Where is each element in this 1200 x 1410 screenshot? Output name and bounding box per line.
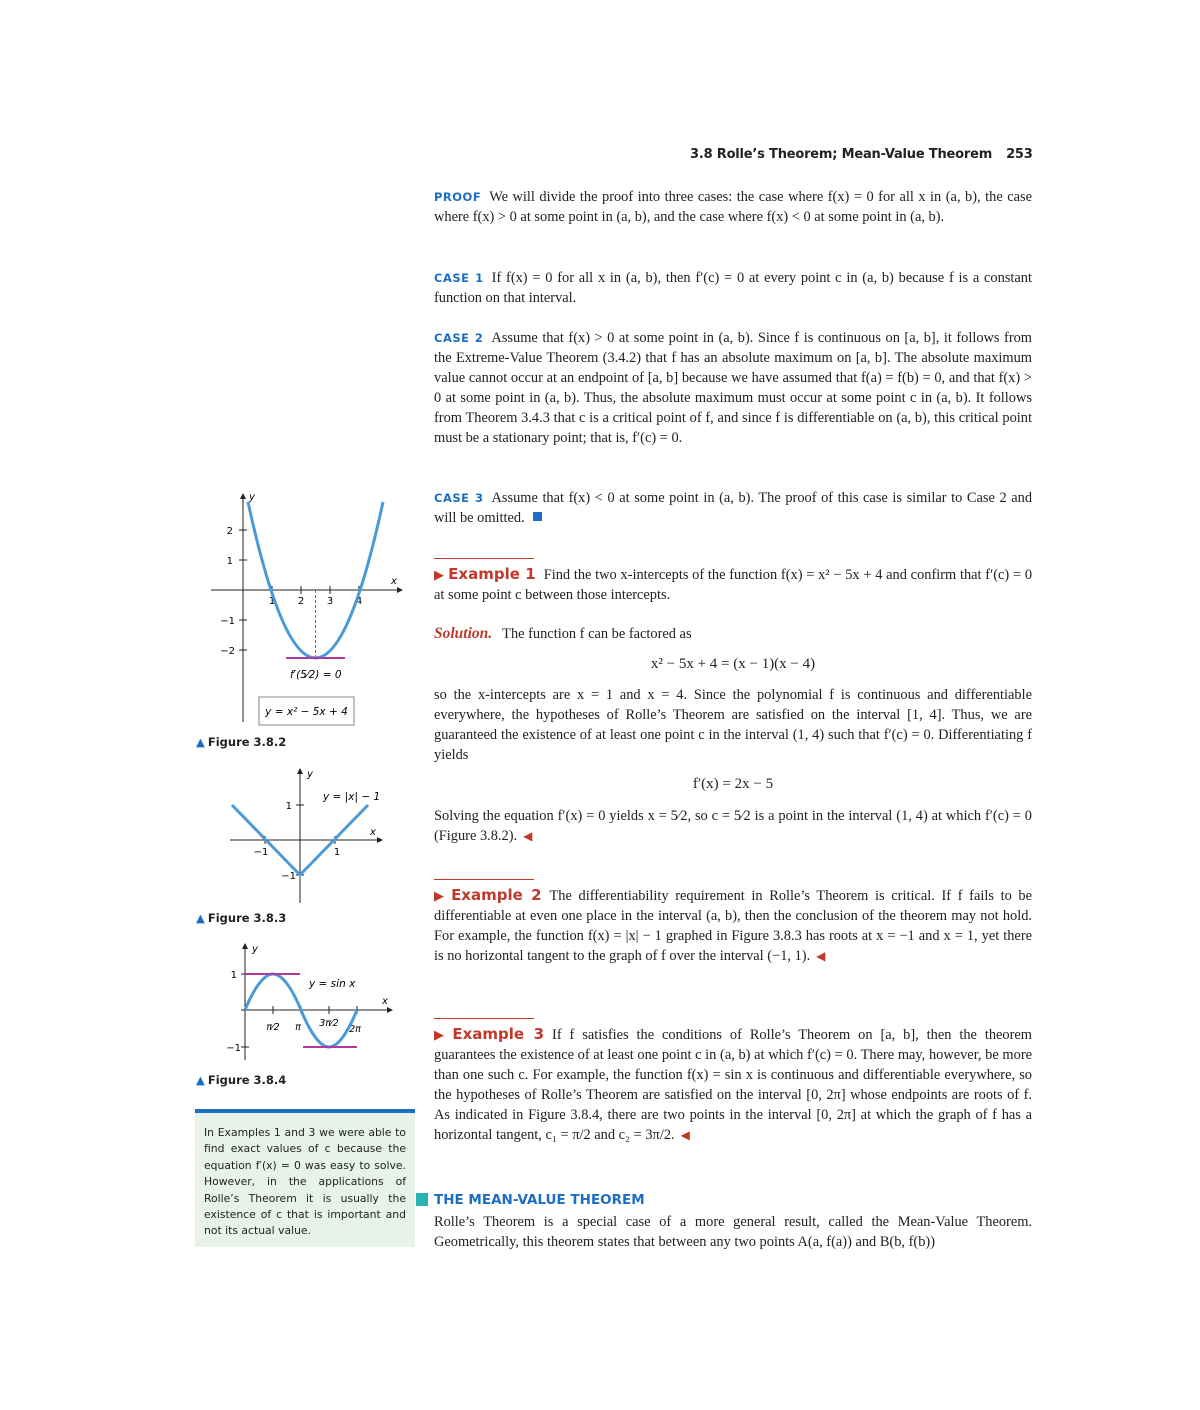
x-tick-label: 2 [297,596,305,607]
y-tick-label: 2 [226,526,233,537]
example3-text: If f satisfies the conditions of Rolle’s Theorem on [a, b], then the theorem guarantees the existence of at least one point c in (a, b) at which f′(c) = 0. There may, however, be more than one such c. For example, the function f(x) = sin x is continuous and differentiable everywhere, so the hypotheses of Rolle’s Theorem are satisfied on the interval [0, 2π] whose endpoints are roots of f. As indicated in Figure 3.8.4, there are two points in the interval [0, 2π] at which the graph of f has a horizontal tangent, c₁ = π/2 and c₂ = 3π/2. [434,1027,1032,1143]
section-square-icon [416,1193,428,1206]
section-paragraph: Rolle’s Theorem is a special case of a more general result, called the Mean-Value Theorem. Geometrically, this theorem states that between any two points A(a, f(a)) and B(b, f(b)) [434,1214,1032,1250]
y-tick-label: −1 [226,1043,241,1054]
example1-final [434,806,1032,846]
x-tick-label: 2π [349,1024,361,1035]
x-tick-label: 1 [268,596,276,607]
figure-3-8-4-caption [196,1073,286,1087]
y-tick-label: 1 [226,556,233,567]
case3-paragraph [434,488,1032,528]
parabola-curve [248,502,383,658]
example1-equation1: x² − 5x + 4 = (x − 1)(x − 4) [650,656,816,672]
y-tick-label: −1 [281,871,296,882]
example-triangle-icon: ▶ [434,1027,449,1042]
figure-3-8-2-caption [196,735,286,749]
example-triangle-icon: ▶ [434,888,448,903]
case1-paragraph [434,268,1032,308]
x-axis-label: x [370,827,376,838]
section-title: 3.8 Rolle’s Theorem; Mean-Value Theorem [690,147,993,162]
x-axis-label: x [382,996,388,1007]
solution-label: Solution. [434,625,493,642]
case3-text: Assume that f(x) < 0 at some point in (a, b). The proof of this case is similar to Case 2 and will be omitted. [434,490,1033,526]
section-title-text: THE MEAN-VALUE THEOREM [434,1192,645,1208]
end-triangle-icon: ◀ [816,949,826,963]
section-heading [416,1192,645,1208]
example1-final-text: Solving the equation f′(x) = 0 yields x = 5⁄2, so c = 5⁄2 is a point in the interval (1, 4) at which f′(c) = 0 (Figure 3.8.2). [434,808,1032,844]
margin-note-text: In Examples 1 and 3 we were able to find exact values of c because the equation f′(x) = 0 was easy to solve. However, in the applications of Rolle’s Theorem it is usually the existence of c that is important and not its actual value. [204,1126,406,1238]
margin-note [195,1109,415,1247]
y-tick-label: −1 [220,616,235,627]
caption-triangle-icon: ▲ [196,735,205,749]
example3-rule [434,1018,534,1019]
x-tick-label: π⁄2 [266,1022,280,1033]
example1-label: Example 1 [448,565,536,583]
curve-label: y = sin x [309,978,356,990]
x-tick-label: 4 [355,596,363,607]
case1-text: If f(x) = 0 for all x in (a, b), then f′(c) = 0 at every point c in (a, b) because f is a constant function on that interval. [434,270,1033,306]
proof-paragraph [434,187,1032,227]
y-tick-label: 1 [285,801,292,812]
case2-paragraph [434,328,1032,448]
page-number: 253 [1006,147,1033,162]
example2-paragraph [434,885,1032,966]
y-axis-label: y [307,769,313,780]
figure-3-8-4-caption-text: Figure 3.8.4 [207,1073,287,1087]
running-header [690,147,1035,162]
example3-paragraph [434,1024,1032,1145]
y-tick-label: 1 [230,970,237,981]
x-tick-label: 1 [333,847,341,858]
example3-label: Example 3 [452,1025,545,1043]
proof-text: We will divide the proof into three cases: the case where f(x) = 0 for all x in (a, b), the case where f(x) > 0 at some point in (a, b), and the case where f(x) < 0 at some point in (a, b). [434,189,1032,225]
figure-3-8-3-caption [196,911,286,925]
case2-text: Assume that f(x) > 0 at some point in (a, b). Since f is continuous on [a, b], it follows from the Extreme-Value Theorem (3.4.2) that f has an absolute maximum on [a, b]. The absolute maximum value cannot occur at an endpoint of [a, b] because we have assumed that f(a) = f(b) = 0, and that f(x) > 0 at some point in (a, b). Thus, the absolute maximum must occur at some point c in (a, b). It follows from Theorem 3.4.3 that c is a critical point of f, and since f is differentiable on (a, b), this critical point must be a stationary point; that is, f′(c) = 0. [434,330,1033,446]
curve-label: y = |x| − 1 [323,791,381,803]
end-triangle-icon: ◀ [680,1128,690,1142]
x-tick-label: 3π⁄2 [319,1018,339,1029]
example1-solution-intro [434,624,1032,644]
y-tick-label: −2 [220,646,235,657]
figure-3-8-2-caption-text: Figure 3.8.2 [207,735,287,749]
example2-label: Example 2 [451,886,542,904]
proof-label: PROOF [434,190,482,204]
figure-3-8-3-caption-text: Figure 3.8.3 [207,911,287,925]
example1-rule [434,558,534,559]
caption-triangle-icon: ▲ [196,911,205,925]
y-axis-label: y [252,944,258,955]
curve-label: y = x² − 5x + 4 [265,706,348,718]
y-axis-label: y [249,492,255,503]
figure-3-8-2 [195,490,410,735]
figure-3-8-3 [195,765,410,905]
example1-paragraph: so the x-intercepts are x = 1 and x = 4. Since the polynomial f is continuous and differentiable everywhere, the hypotheses of Rolle’s Theorem are satisfied on the interval [1, 4]. Thus, we are guaranteed the existence of at least one point c in the interval (1, 4) such that f′(c) = 0. Differentiating f yields [434,687,1032,763]
x-tick-label: −1 [253,847,269,858]
x-tick-label: 3 [326,596,334,607]
figure-3-8-4 [195,940,410,1070]
x-tick-label: π [295,1022,301,1033]
example2-text: The differentiability requirement in Rolle’s Theorem is critical. If f fails to be differentiable at even one place in the interval (a, b), then the conclusion of the theorem may not hold. For example, the function f(x) = |x| − 1 graphed in Figure 3.8.3 has roots at x = −1 and x = 1, yet there is no horizontal tangent to the graph of f over the interval (−1, 1). [434,888,1033,964]
qed-square-icon [533,512,542,521]
x-axis-label: x [391,576,397,587]
example1-statement [434,564,1032,605]
case3-label: CASE 3 [434,491,484,505]
case2-label: CASE 2 [434,331,484,345]
end-triangle-icon: ◀ [523,829,533,843]
case1-label: CASE 1 [434,271,484,285]
example1-equation2: f′(x) = 2x − 5 [692,776,774,792]
caption-triangle-icon: ▲ [196,1073,205,1087]
solution-intro-text: The function f can be factored as [502,626,692,642]
example-triangle-icon: ▶ [434,567,445,582]
example1-text: Find the two x-intercepts of the function f(x) = x² − 5x + 4 and confirm that f′(c) = 0 at some point c between those intercepts. [434,567,1033,603]
tangent-label: f′(5⁄2) = 0 [290,669,342,681]
example2-rule [434,879,534,880]
